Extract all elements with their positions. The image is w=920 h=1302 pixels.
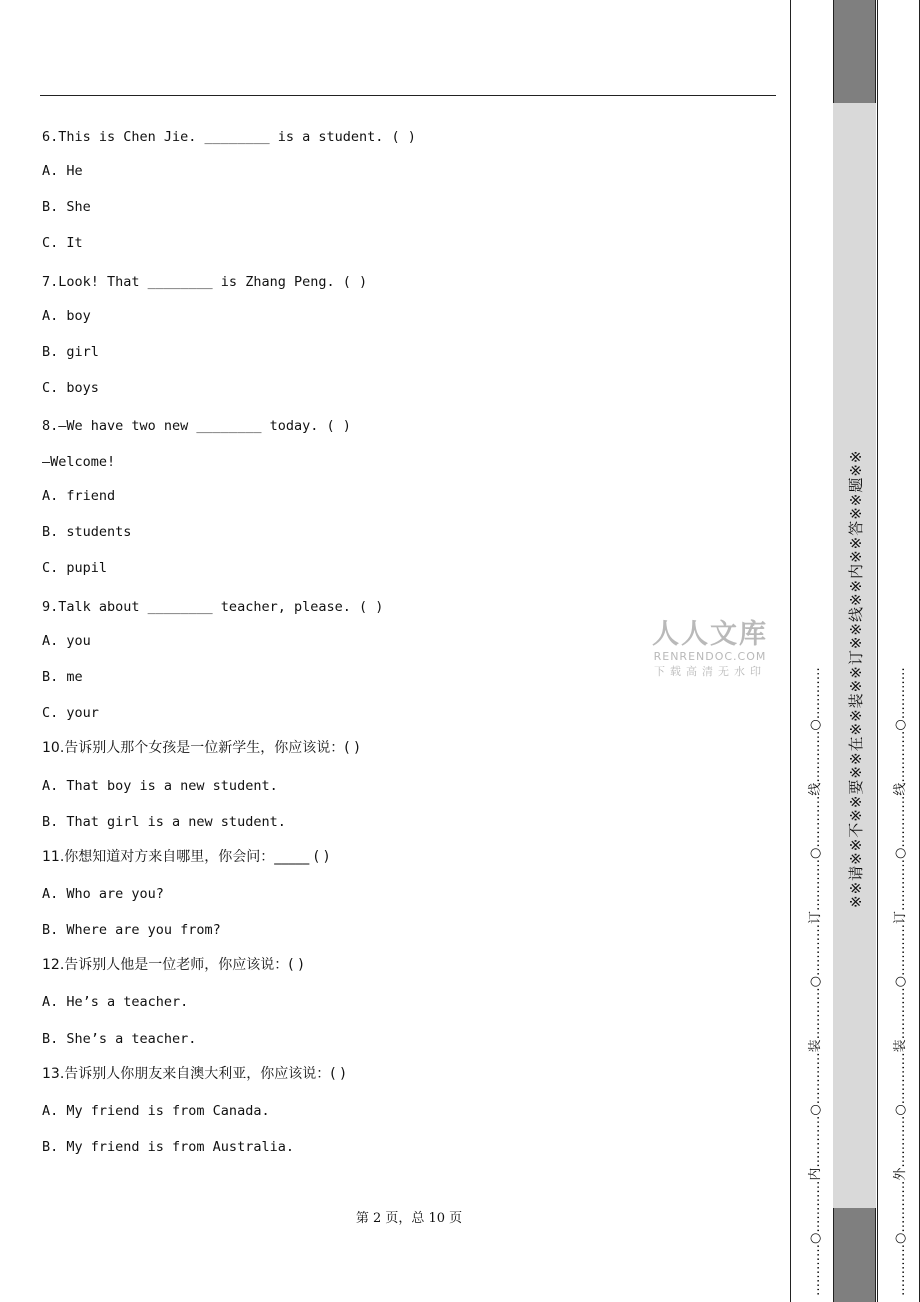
question-12-text: 12.告诉别人他是一位老师，你应该说：( ) [42, 957, 304, 973]
question-6-option-b: B. She [42, 199, 91, 215]
binding-inner-cut-line: …………○…………内…………○…………装…………○…………订…………○…………线…………○………… [808, 667, 823, 1296]
question-7-option-a: A. boy [42, 308, 91, 324]
question-9-option-c: C. your [42, 705, 99, 721]
question-11-text: 11.你想知道对方来自哪里，你会问：_____ ( ) [42, 849, 330, 865]
question-12-option-a: A. He’s a teacher. [42, 994, 189, 1010]
binding-dark-block-bottom [833, 1208, 876, 1302]
question-8-text: 8.—We have two new ________ today. ( ) [42, 418, 351, 434]
watermark-slogan: 下载高清无水印 [654, 665, 766, 678]
question-6-option-c: C. It [42, 235, 83, 251]
question-13-text: 13.告诉别人你朋友来自澳大利亚，你应该说：( ) [42, 1066, 346, 1082]
question-8-option-c: C. pupil [42, 560, 108, 576]
binding-outer-cut-line: …………○…………外…………○…………装…………○…………订…………○…………线…………○………… [893, 667, 908, 1296]
question-12-option-b: B. She’s a teacher. [42, 1031, 197, 1047]
question-8-response: —Welcome! [42, 454, 116, 470]
binding-dark-block-top [833, 0, 876, 103]
question-10-option-a: A. That boy is a new student. [42, 778, 278, 794]
binding-notice-text: ※※请※※不※※要※※在※※装※※订※※线※※内※※答※※题※※ [847, 449, 865, 908]
question-13-option-a: A. My friend is from Canada. [42, 1103, 270, 1119]
question-13-option-b: B. My friend is from Australia. [42, 1139, 294, 1155]
question-10-text: 10.告诉别人那个女孩是一位新学生，你应该说：( ) [42, 740, 360, 756]
question-11-option-b: B. Where are you from? [42, 922, 221, 938]
question-7-option-c: C. boys [42, 380, 99, 396]
watermark-domain: RENRENDOC.COM [653, 650, 767, 663]
question-8-option-b: B. students [42, 524, 132, 540]
header-rule [40, 95, 776, 96]
question-7-option-b: B. girl [42, 344, 99, 360]
question-7-text: 7.Look! That ________ is Zhang Peng. ( ) [42, 274, 368, 290]
question-11-option-a: A. Who are you? [42, 886, 164, 902]
watermark-brand: 人人文库 [652, 619, 768, 650]
watermark [646, 620, 774, 679]
question-8-option-a: A. friend [42, 488, 116, 504]
question-9-option-b: B. me [42, 669, 83, 685]
question-9-option-a: A. you [42, 633, 91, 649]
page-footer: 第 2 页，总 10 页 [355, 1211, 463, 1226]
question-10-option-b: B. That girl is a new student. [42, 814, 286, 830]
question-6-text: 6.This is Chen Jie. ________ is a student. ( ) [42, 129, 416, 145]
question-9-text: 9.Talk about ________ teacher, please. ( ) [42, 599, 384, 615]
question-6-option-a: A. He [42, 163, 83, 179]
